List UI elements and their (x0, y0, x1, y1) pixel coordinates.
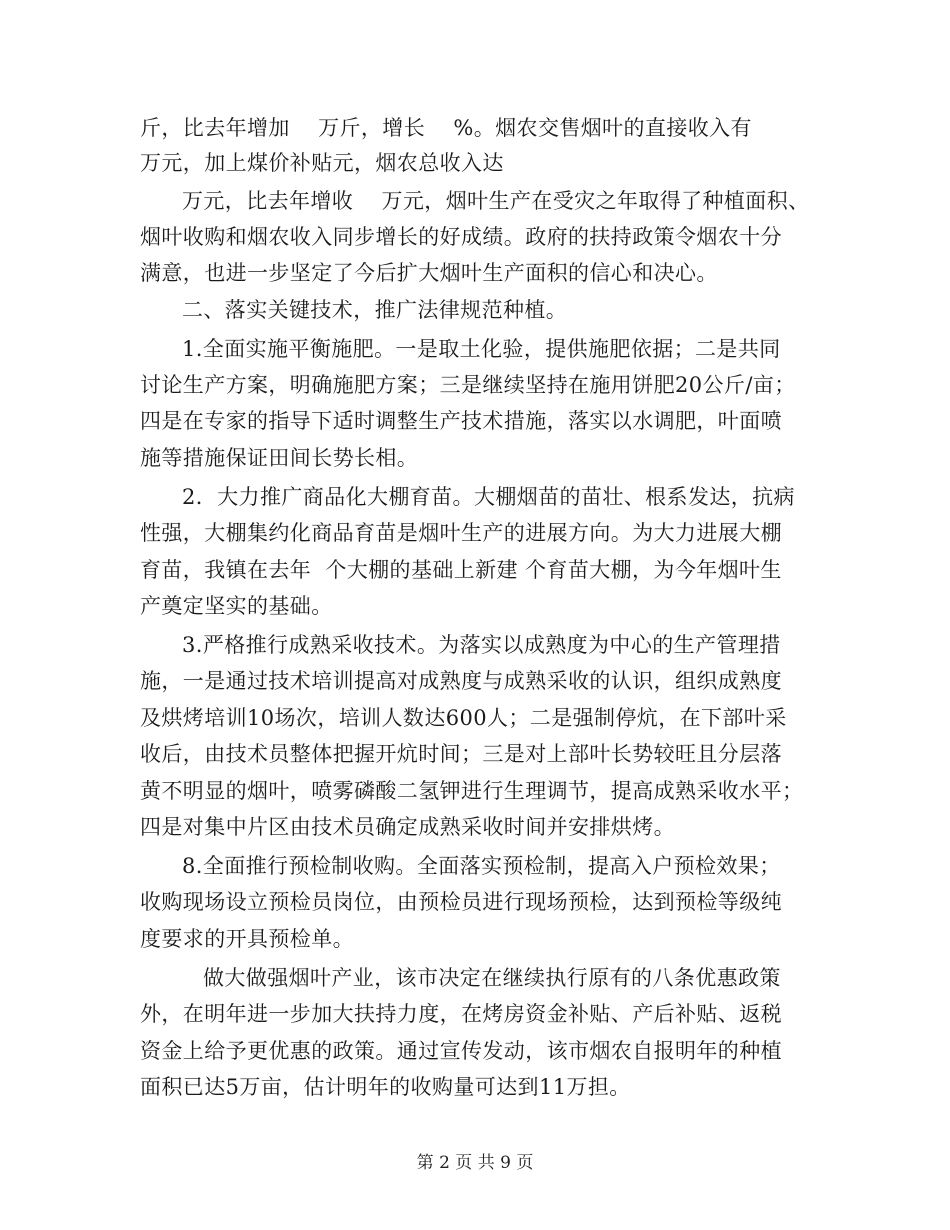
text-line: 3.严格推行成熟采收技术。为落实以成熟度为中心的生产管理措 (182, 633, 781, 657)
text-line: 施，一是通过技术培训提高对成熟度与成熟采收的认识，组织成熟度 (140, 669, 782, 693)
text-line: 讨论生产方案，明确施肥方案；三是继续坚持在施用饼肥20公斤/亩； (140, 373, 796, 397)
text-line: 四是对集中片区由技术员确定成熟采收时间并安排烘烤。 (140, 815, 675, 839)
text-line: 资金上给予更优惠的政策。通过宣传发动，该市烟农自报明年的种植 (140, 1039, 782, 1063)
text-line: 满意，也进一步坚定了今后扩大烟叶生产面积的信心和决心。 (140, 261, 718, 285)
text-line: 产奠定坚实的基础。 (140, 594, 333, 618)
text-line: 度要求的开具预检单。 (140, 927, 354, 951)
section-heading: 二、落实关键技术，推广法律规范种植。 (182, 298, 568, 322)
text-line: 收后，由技术员整体把握开炕时间；三是对上部叶长势较旺且分层落 (140, 742, 782, 766)
text-line: 性强，大棚集约化商品育苗是烟叶生产的进展方向。为大力进展大棚 (140, 521, 782, 545)
text-line: 黄不明显的烟叶，喷雾磷酸二氢钾进行生理调节，提高成熟采收水平； (140, 779, 804, 803)
text-line: 万元，比去年增收 万元，烟叶生产在受灾之年取得了种植面积、 (182, 189, 810, 213)
text-line: 烟叶收购和烟农收入同步增长的好成绩。政府的扶持政策令烟农十分 (140, 225, 782, 249)
page-number: 第 2 页 共 9 页 (416, 1153, 534, 1173)
text-line: 收购现场设立预检员岗位，由预检员进行现场预检，达到预检等级纯 (140, 890, 782, 914)
text-line: 面积已达5万亩，估计明年的收购量可达到11万担。 (140, 1075, 631, 1099)
text-line: 做大做强烟叶产业，该市决定在继续执行原有的八条优惠政策 (203, 966, 781, 990)
text-line: 1.全面实施平衡施肥。一是取土化验，提供施肥依据；二是共同 (182, 337, 781, 361)
text-line: 施等措施保证田间长势长相。 (140, 446, 419, 470)
text-line: 外，在明年进一步加大扶持力度，在烤房资金补贴、产后补贴、返税 (140, 1002, 782, 1026)
text-line: 四是在专家的指导下适时调整生产技术措施，落实以水调肥，叶面喷 (140, 409, 782, 433)
text-line: 及烘烤培训10场次，培训人数达600人；二是强制停炕，在下部叶采 (140, 706, 787, 730)
text-line: 斤，比去年增加 万斤，增长 %。烟农交售烟叶的直接收入有 (140, 116, 752, 140)
text-line: 8.全面推行预检制收购。全面落实预检制，提高入户预检效果； (182, 854, 781, 878)
text-line: 2．大力推广商品化大棚育苗。大棚烟苗的苗壮、根系发达，抗病 (182, 485, 795, 509)
text-line: 育苗，我镇在去年 个大棚的基础上新建 个育苗大棚，为今年烟叶生 (140, 558, 782, 582)
text-line: 万元，加上煤价补贴元，烟农总收入达 (140, 151, 504, 175)
